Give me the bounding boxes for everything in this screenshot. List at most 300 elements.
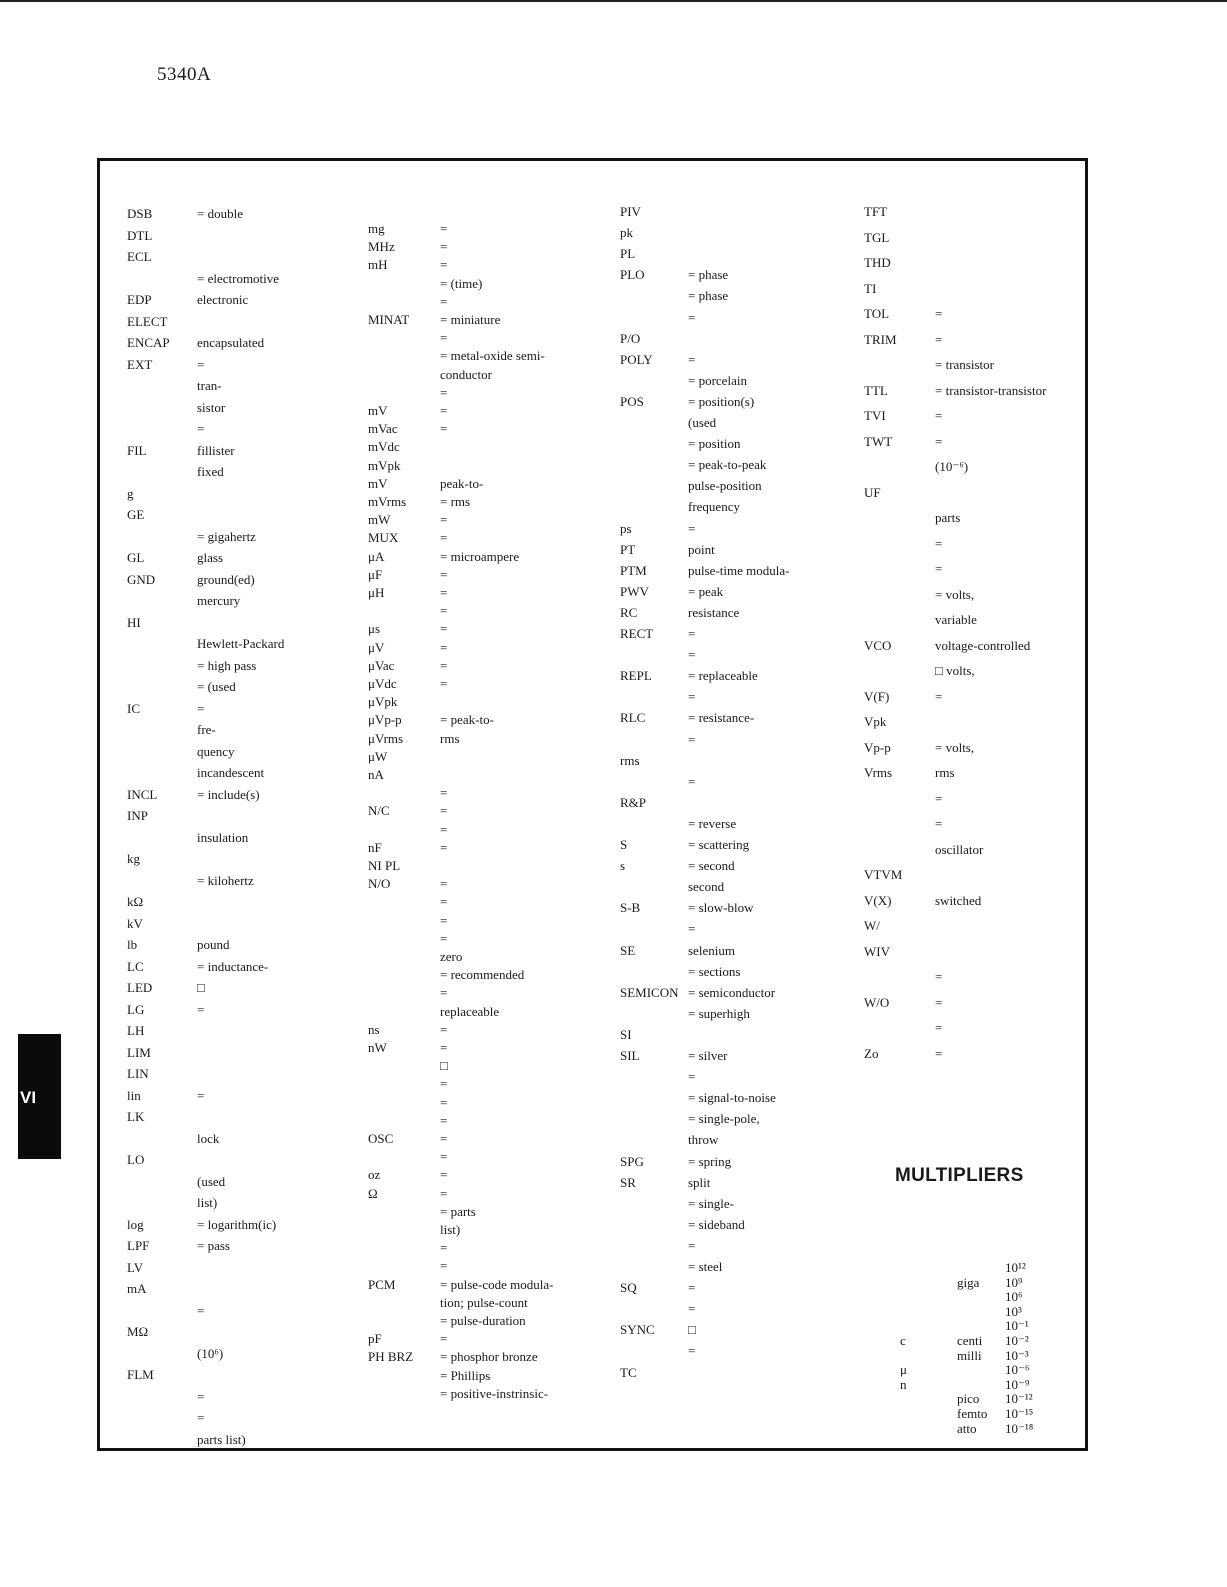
abbreviation-definition: mercury [197, 593, 241, 608]
abbreviation-definition: = [440, 985, 448, 1001]
abbreviation: GND [127, 571, 156, 587]
abbreviation: μA [368, 548, 385, 564]
abbreviation-definition: = sideband [688, 1216, 745, 1232]
abbreviation-definition: = [688, 1301, 696, 1317]
abbreviation: TOL [864, 306, 890, 321]
abbreviation-definition: = [440, 1167, 448, 1183]
abbreviation-definition: = [688, 647, 696, 663]
abbreviation-definition: insulation [197, 829, 249, 845]
abbreviation: Zo [864, 1045, 879, 1061]
abbreviation-definition: selenium [688, 942, 735, 958]
abbreviation: ELECT [127, 313, 168, 329]
abbreviation-definition: = semiconductor [688, 984, 776, 1000]
abbreviation-definition: = [935, 790, 943, 806]
abbreviation: DSB [127, 206, 153, 221]
abbreviation-definition: = [197, 356, 205, 372]
abbreviation-definition: = resistance- [688, 710, 755, 726]
abbreviation-definition: = [440, 894, 448, 910]
abbreviation-definition: point [688, 541, 715, 557]
abbreviation: IC [127, 700, 140, 716]
abbreviation-definition: encapsulated [197, 335, 265, 350]
abbreviation: N/C [368, 803, 390, 819]
model-number: 5340A [157, 64, 212, 85]
abbreviation: PTM [620, 562, 647, 578]
abbreviation-definition: = transistor-transistor [935, 382, 1047, 398]
abbreviation-definition: □ [440, 1058, 448, 1074]
abbreviation-definition: fixed [197, 464, 224, 479]
abbreviation: ENCAP [127, 335, 170, 350]
abbreviation: lb [127, 937, 138, 952]
abbreviation: LED [127, 980, 153, 995]
abbreviation-definition: tran- [197, 378, 222, 393]
abbreviation: FIL [127, 442, 147, 458]
abbreviation-definition: = [688, 1237, 696, 1253]
abbreviation-definition: = [197, 1388, 205, 1404]
abbreviation-definition: oscillator [935, 841, 984, 857]
abbreviation-definition: = [440, 421, 448, 437]
abbreviation: POS [620, 393, 644, 409]
abbreviation: DTL [127, 227, 153, 243]
abbreviation: mVdc [368, 439, 400, 455]
abbreviation: FLM [127, 1367, 154, 1382]
multiplier-value: 10⁻⁶ [1005, 1362, 1030, 1378]
abbreviation-definition: = [440, 1331, 448, 1347]
abbreviation-definition: = parts [440, 1203, 476, 1219]
abbreviation: TGL [864, 229, 890, 245]
abbreviation-definition: rms [935, 765, 955, 780]
abbreviation-definition: = [688, 626, 696, 641]
multipliers-title: MULTIPLIERS [895, 1165, 1024, 1186]
abbreviation: TTL [864, 382, 888, 398]
abbreviation-definition: = [688, 689, 696, 705]
abbreviation-definition: = slow-blow [688, 900, 754, 916]
abbreviation-definition: □ [688, 1322, 696, 1338]
abbreviation-definition: = (used [197, 679, 236, 694]
abbreviation: kg [127, 851, 140, 866]
abbreviation: NI PL [368, 858, 401, 873]
abbreviation: EXT [127, 356, 153, 372]
abbreviation-definition: (used [197, 1173, 226, 1189]
abbreviation-definition: incandescent [197, 765, 265, 780]
abbreviation-definition: = [440, 1021, 448, 1037]
abbreviation-definition: = [197, 1001, 205, 1017]
abbreviation-definition: = (time) [440, 275, 483, 291]
abbreviation: SI [620, 1026, 632, 1042]
abbreviation: mg [368, 221, 385, 236]
abbreviation-definition: = scattering [688, 837, 750, 852]
abbreviation-definition: = kilohertz [197, 872, 254, 888]
abbreviation-definition: = [688, 921, 696, 937]
multiplier-value: 10⁻¹⁸ [1005, 1420, 1034, 1436]
multiplier-value: 10³ [1005, 1303, 1022, 1319]
abbreviation-definition: = sections [688, 963, 741, 979]
abbreviation: W/ [864, 918, 880, 933]
abbreviation-definition: = porcelain [688, 372, 747, 388]
abbreviation-definition: = single-pole, [688, 1111, 760, 1127]
abbreviation: SE [620, 942, 636, 958]
abbreviation: Vp-p [864, 739, 891, 755]
abbreviation: LO [127, 1152, 145, 1167]
abbreviation: oz [368, 1167, 381, 1183]
abbreviation: μVpk [368, 694, 398, 710]
abbreviation: mVac [368, 421, 398, 437]
abbreviation: ns [368, 1021, 380, 1037]
abbreviation: ECL [127, 249, 152, 264]
abbreviation: GL [127, 550, 145, 565]
abbreviation-definition: peak-to- [440, 475, 484, 491]
abbreviation-definition: pound [197, 937, 230, 952]
abbreviation-definition: ground(ed) [197, 571, 255, 587]
multiplier-value: 10⁻⁹ [1005, 1376, 1030, 1392]
abbreviation-definition: (10⁶) [197, 1345, 224, 1361]
multiplier-value: 10⁹ [1005, 1274, 1023, 1290]
abbreviation-definition: = [935, 1020, 943, 1035]
abbreviation: SYNC [620, 1322, 655, 1338]
abbreviation: μVp-p [368, 712, 402, 728]
abbreviation-definition: variable [935, 612, 977, 627]
multiplier-prefix: milli [957, 1347, 982, 1363]
abbreviation-definition: = [440, 257, 448, 273]
abbreviation-definition: = high pass [197, 657, 257, 673]
abbreviation-definition: = [688, 309, 696, 325]
abbreviation-definition: = reverse [688, 815, 737, 831]
abbreviation: N/O [368, 876, 391, 892]
abbreviation-definition: = [440, 384, 448, 400]
multiplier-value: 10⁻¹ [1005, 1318, 1029, 1334]
abbreviation: REPL [620, 668, 652, 684]
multiplier-value: 10⁻² [1005, 1333, 1029, 1348]
abbreviation: TFT [864, 204, 888, 219]
abbreviation-definition: = transistor [935, 357, 994, 372]
abbreviation-definition: Hewlett-Packard [197, 636, 285, 651]
abbreviation-definition: = [440, 1258, 448, 1274]
abbreviation-definition: = [935, 433, 943, 449]
abbreviation: LV [127, 1259, 144, 1275]
abbreviation: mA [127, 1281, 147, 1296]
abbreviation: EDP [127, 292, 152, 307]
abbreviation-definition: = [440, 566, 448, 582]
abbreviation-definition: conductor [440, 366, 492, 382]
abbreviation-definition: replaceable [440, 1003, 500, 1019]
abbreviation-definition: = [440, 403, 448, 418]
abbreviation-definition: rms [440, 730, 460, 746]
abbreviation: rms [620, 752, 640, 768]
abbreviation-definition: = [440, 293, 448, 309]
abbreviation: μF [368, 566, 383, 582]
abbreviation-definition: = [688, 520, 696, 536]
abbreviation: SEMICON [620, 984, 679, 1000]
abbreviation: μVac [368, 657, 395, 673]
abbreviation-definition: = [440, 530, 448, 546]
abbreviation: kΩ [127, 894, 144, 909]
abbreviation: mV [368, 475, 388, 491]
multiplier-value: 10⁶ [1005, 1289, 1023, 1305]
abbreviation-definition: lock [197, 1130, 220, 1146]
abbreviation-definition: = [440, 1149, 448, 1165]
abbreviation: VTVM [864, 867, 903, 882]
multiplier-prefix: centi [957, 1333, 983, 1348]
abbreviation: pF [368, 1331, 382, 1347]
abbreviation-definition: = Phillips [440, 1367, 491, 1383]
abbreviation-definition: = [440, 585, 448, 600]
abbreviation: TRIM [864, 331, 897, 347]
abbreviation: S-B [620, 900, 641, 916]
abbreviation: μH [368, 585, 385, 600]
section-tab-label: VI [20, 1088, 37, 1107]
abbreviation-definition: glass [197, 550, 223, 565]
abbreviation-definition: quency [197, 743, 235, 759]
abbreviation: μVrms [368, 730, 404, 746]
abbreviation: μV [368, 639, 385, 655]
abbreviation-definition: = [440, 803, 448, 819]
abbreviation-definition: = [197, 700, 205, 716]
abbreviation: LIM [127, 1044, 151, 1060]
abbreviation-definition: = [440, 603, 448, 619]
abbreviation-definition: = peak [688, 583, 724, 599]
abbreviation-definition: = [440, 657, 448, 673]
abbreviation: HI [127, 614, 141, 630]
abbreviation-definition: = [935, 688, 943, 704]
abbreviation-definition: = pass [197, 1238, 230, 1253]
abbreviation: V(X) [864, 892, 892, 908]
abbreviation: MUX [368, 530, 399, 546]
abbreviation-definition: = pulse-duration [440, 1313, 526, 1328]
abbreviation-definition: = [688, 1343, 696, 1359]
abbreviation: SIL [620, 1048, 640, 1063]
abbreviation-definition: = pulse-code modula- [440, 1276, 554, 1292]
abbreviation: TC [620, 1364, 637, 1380]
abbreviation: INCL [127, 786, 158, 802]
abbreviation-definition: = phase [688, 267, 729, 283]
multiplier-symbol: c [900, 1333, 906, 1348]
abbreviation-definition: = [440, 239, 448, 255]
abbreviation-definition: = [440, 512, 448, 528]
abbreviation-definition: tion; pulse-count [440, 1294, 528, 1310]
abbreviation-definition: = miniature [440, 312, 501, 327]
abbreviation-definition: pulse-position [688, 478, 762, 494]
abbreviation-definition: = [440, 1131, 448, 1146]
abbreviation-definition: □ volts, [935, 663, 975, 678]
abbreviation: MHz [368, 239, 395, 255]
abbreviation-definition: = [688, 1280, 696, 1296]
abbreviation-definition: = [440, 639, 448, 655]
abbreviation: S [620, 837, 628, 852]
abbreviation-definition: = [197, 421, 205, 436]
abbreviation: ps [620, 520, 632, 536]
abbreviation: PH BRZ [368, 1349, 414, 1365]
abbreviation: THD [864, 255, 891, 270]
abbreviation-definition: = [440, 839, 448, 855]
abbreviation: PLO [620, 267, 645, 283]
abbreviation-definition: = [440, 876, 448, 892]
abbreviation: LG [127, 1001, 145, 1017]
abbreviation: nW [368, 1040, 387, 1055]
abbreviation: mV [368, 403, 388, 418]
abbreviation-definition: = silver [688, 1048, 728, 1063]
abbreviation-definition: zero [440, 949, 463, 964]
abbreviation: μVdc [368, 676, 397, 691]
abbreviation: LK [127, 1109, 145, 1124]
abbreviation-definition: = [935, 994, 943, 1010]
abbreviation: INP [127, 808, 148, 823]
abbreviation: SQ [620, 1280, 637, 1296]
abbreviation-definition: voltage-controlled [935, 637, 1031, 653]
abbreviation-definition: sistor [197, 399, 226, 415]
abbreviation: Vpk [864, 714, 887, 729]
abbreviation-definition: = [440, 676, 448, 691]
abbreviation-definition: = [440, 1040, 448, 1055]
multiplier-value: 10⁻³ [1005, 1347, 1029, 1363]
abbreviation-definition: □ [197, 980, 205, 995]
abbreviation-definition: = volts, [935, 739, 975, 755]
abbreviation: mVrms [368, 494, 407, 509]
abbreviation-definition: switched [935, 892, 982, 908]
abbreviation-definition: = [935, 561, 943, 576]
abbreviation-definition: (used [688, 415, 717, 430]
abbreviation: lin [127, 1087, 141, 1103]
abbreviation-definition: resistance [688, 604, 740, 620]
multiplier-value: 10⁻¹⁵ [1005, 1406, 1034, 1421]
abbreviation: nA [368, 767, 384, 782]
abbreviation-definition: = volts, [935, 586, 975, 602]
abbreviation-definition: = [440, 1076, 448, 1092]
abbreviation-definition: pulse-time modula- [688, 562, 790, 578]
multiplier-prefix: atto [957, 1420, 977, 1436]
abbreviation: RLC [620, 710, 646, 726]
abbreviation-definition: = [935, 969, 943, 984]
multiplier-prefix: pico [957, 1391, 980, 1407]
abbreviation-definition: = [935, 408, 943, 423]
abbreviation-definition: = signal-to-noise [688, 1090, 776, 1106]
abbreviation: SR [620, 1174, 636, 1190]
abbreviation-definition: = [440, 1094, 448, 1110]
abbreviation-definition: = [440, 930, 448, 946]
top-rule [0, 0, 1227, 2]
abbreviation-definition: = spring [688, 1153, 732, 1169]
abbreviation: PCM [368, 1276, 396, 1292]
abbreviation-definition: = second [688, 858, 735, 874]
abbreviation: Vrms [864, 765, 893, 780]
abbreviation-definition: = [688, 731, 696, 747]
abbreviation-definition: = steel [688, 1259, 723, 1274]
section-tab [18, 1034, 61, 1159]
abbreviation: OSC [368, 1131, 394, 1146]
abbreviation-definition: = logarithm(ic) [197, 1216, 277, 1232]
abbreviation: RC [620, 604, 638, 620]
abbreviation: WIV [864, 943, 890, 959]
abbreviation-definition: split [688, 1174, 711, 1190]
abbreviation: mH [368, 257, 388, 273]
abbreviation: MINAT [368, 312, 410, 327]
abbreviation-definition: = metal-oxide semi- [440, 348, 545, 364]
abbreviation-definition: = [688, 773, 696, 789]
abbreviation-definition: = phase [688, 288, 729, 304]
multiplier-symbol: μ [900, 1362, 907, 1378]
abbreviation-definition: = [440, 621, 448, 637]
abbreviation-definition: = [440, 1112, 448, 1128]
abbreviation: PWV [620, 583, 649, 599]
abbreviation: LPF [127, 1238, 150, 1253]
abbreviation-definition: = double [197, 206, 243, 221]
abbreviation: SPG [620, 1153, 644, 1169]
multiplier-symbol: n [900, 1376, 907, 1392]
abbreviation-definition: = [935, 816, 943, 831]
abbreviation: kV [127, 915, 143, 931]
abbreviation-definition: = position(s) [688, 393, 755, 409]
abbreviation-definition: electronic [197, 292, 249, 307]
abbreviation-definition: = peak-to- [440, 712, 494, 728]
abbreviation-definition: list) [440, 1222, 461, 1237]
abbreviation-definition: parts [935, 510, 961, 525]
abbreviation: UF [864, 484, 881, 500]
abbreviation-definition: = [440, 221, 448, 236]
abbreviation: LH [127, 1023, 145, 1038]
abbreviation-definition: = include(s) [197, 786, 260, 802]
abbreviation: MΩ [127, 1324, 149, 1339]
abbreviation: V(F) [864, 688, 890, 704]
abbreviation: RECT [620, 626, 654, 641]
abbreviation-definition: = [688, 351, 696, 367]
multiplier-prefix: giga [957, 1274, 980, 1290]
abbreviation: W/O [864, 994, 890, 1010]
abbreviation-definition: = position [688, 436, 741, 452]
abbreviation: TI [864, 280, 877, 296]
abbreviation: PIV [620, 204, 641, 219]
abbreviation-definition: throw [688, 1132, 719, 1148]
abbreviation: mW [368, 512, 391, 528]
abbreviation: mVpk [368, 457, 401, 473]
abbreviation: LIN [127, 1066, 149, 1081]
abbreviation-definition: fre- [197, 722, 216, 737]
abbreviation: μs [368, 621, 381, 637]
abbreviation-definition: parts list) [197, 1431, 246, 1447]
abbreviation-definition: = [440, 785, 448, 801]
abbreviation-definition: = electromotive [197, 270, 280, 286]
multiplier-prefix: femto [957, 1406, 988, 1421]
abbreviation-definition: = [197, 1087, 205, 1103]
abbreviation: log [127, 1216, 144, 1232]
abbreviation-definition: = microampere [440, 548, 520, 564]
abbreviation: TWT [864, 433, 893, 449]
abbreviation: Ω [368, 1185, 378, 1201]
abbreviation: g [127, 485, 134, 501]
abbreviation-definition: = [197, 1410, 205, 1425]
abbreviation-definition: = [440, 1240, 448, 1256]
abbreviation: pk [620, 225, 633, 241]
abbreviation-definition: list) [197, 1195, 218, 1210]
abbreviation-definition: = [935, 535, 943, 551]
abbreviation-definition: = [935, 1045, 943, 1061]
abbreviation: POLY [620, 351, 653, 367]
abbreviation-definition: = [440, 821, 448, 837]
multiplier-value: 10⁻¹² [1005, 1391, 1033, 1407]
abbreviation: P/O [620, 330, 641, 346]
abbreviation-definition: fillister [197, 442, 235, 458]
multiplier-value: 10¹² [1005, 1260, 1026, 1275]
abbreviation-definition: = rms [440, 494, 471, 509]
abbreviation-definition: second [688, 879, 725, 895]
abbreviation-definition: = [440, 912, 448, 928]
abbreviation-definition: = superhigh [688, 1005, 750, 1021]
abbreviation: GE [127, 507, 145, 522]
abbreviation: s [620, 858, 626, 874]
abbreviation: R&P [620, 794, 647, 810]
abbreviation-definition: frequency [688, 499, 740, 515]
abbreviation: nF [368, 839, 382, 855]
abbreviation-definition: = phosphor bronze [440, 1349, 538, 1365]
abbreviation-definition: = positive-instrinsic- [440, 1385, 549, 1401]
abbreviation: μW [368, 748, 388, 764]
